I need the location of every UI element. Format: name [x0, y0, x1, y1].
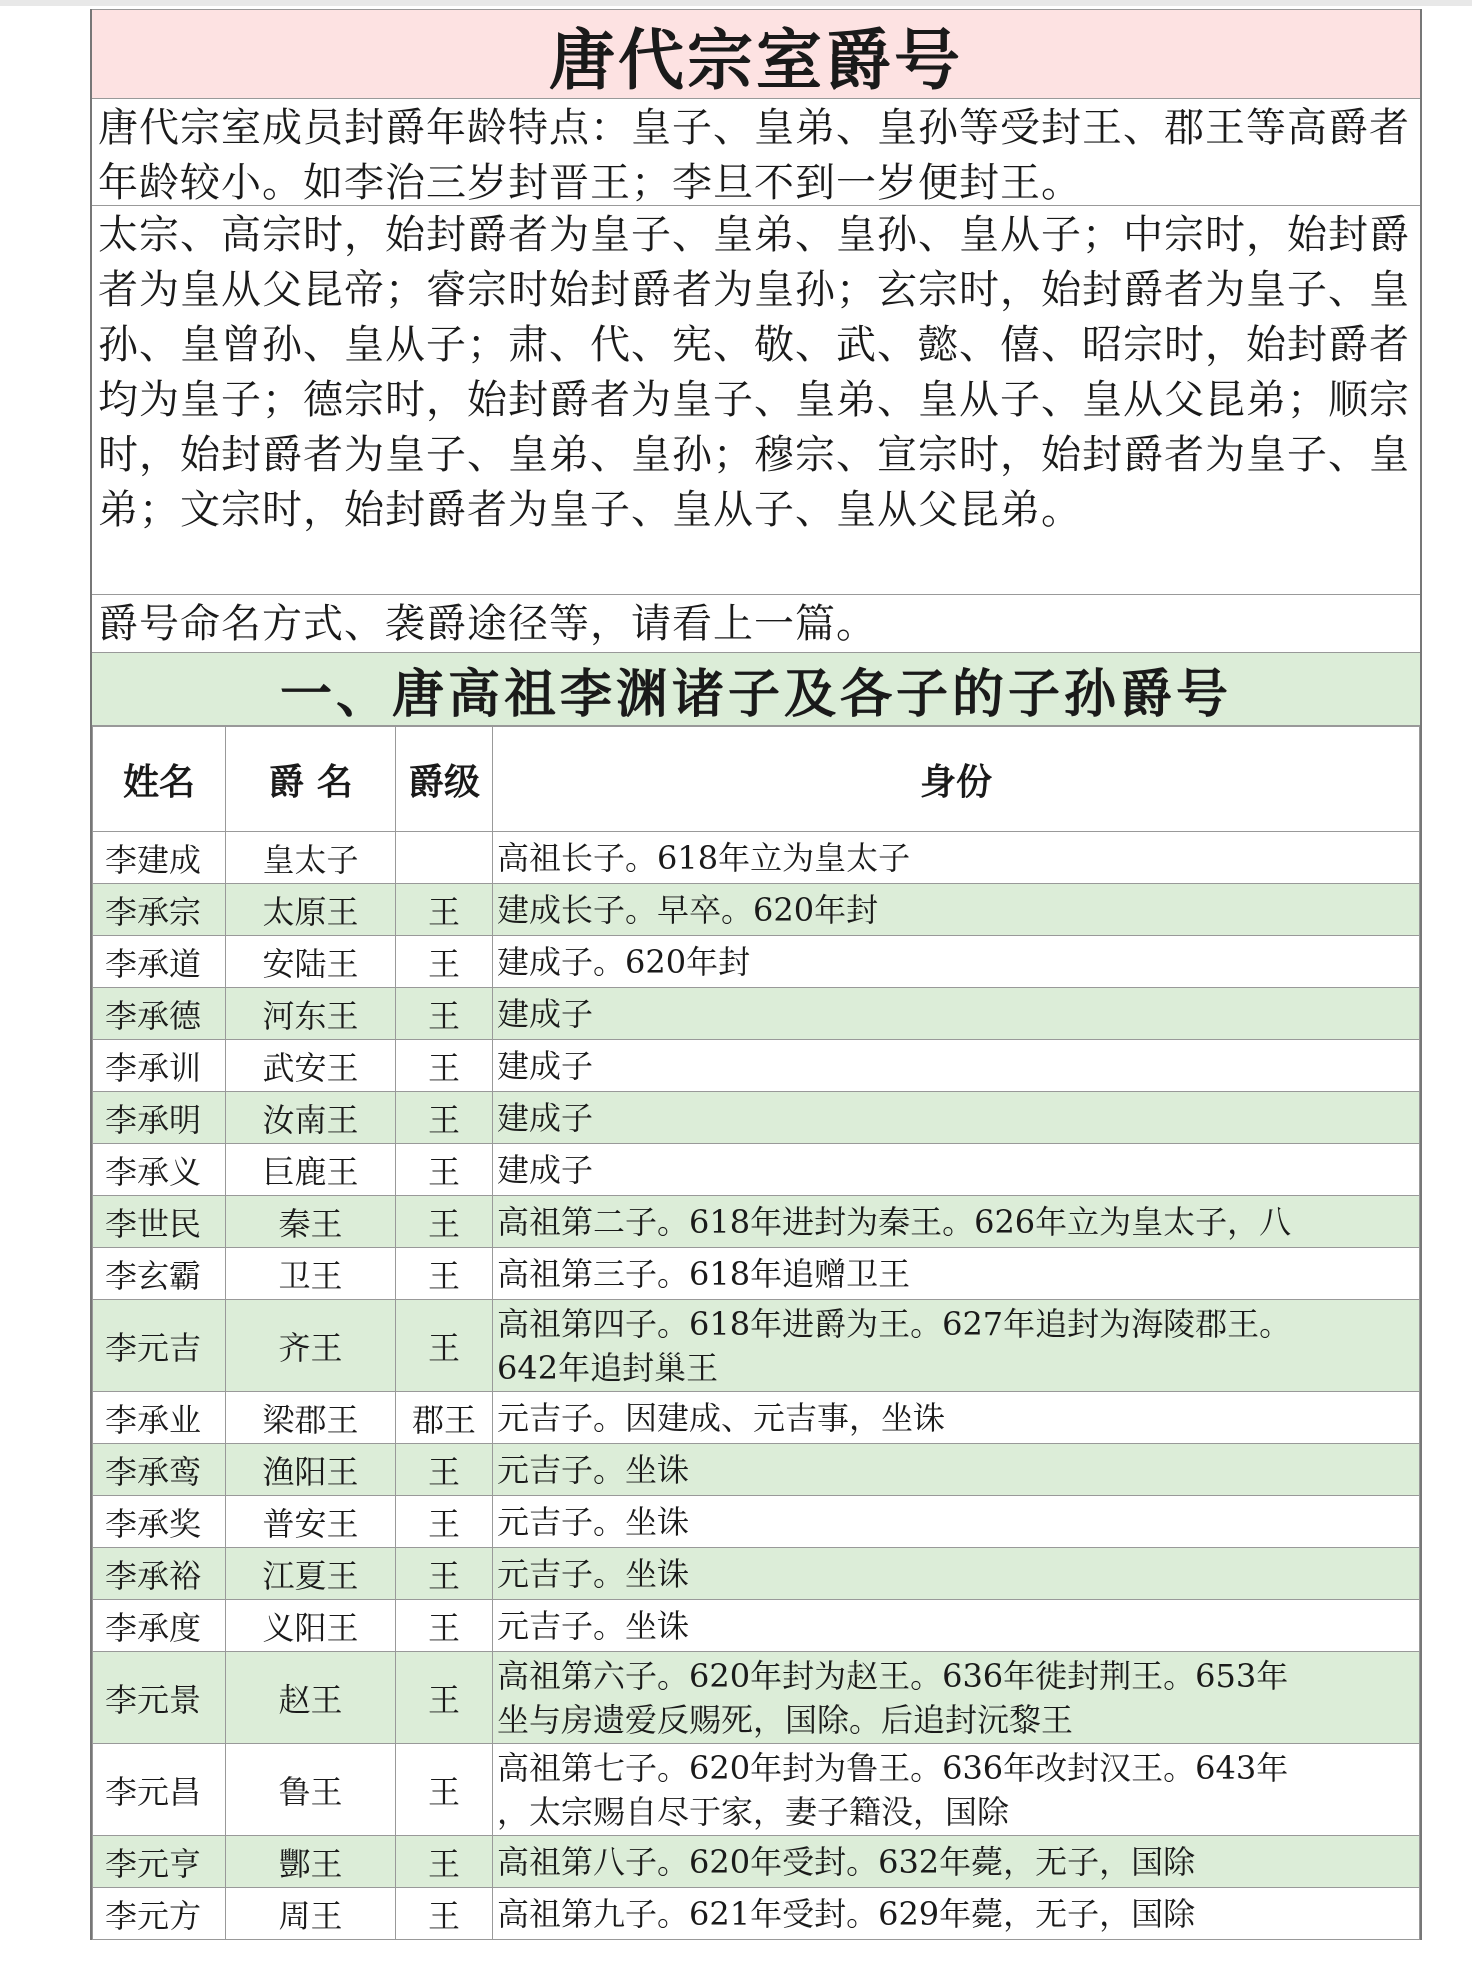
cell-title: 河东王: [226, 988, 396, 1040]
intro-paragraph-2: 太宗、高宗时，始封爵者为皇子、皇弟、皇孙、皇从子；中宗时，始封爵者为皇从父昆帝；睿宗时始封爵者为皇孙；玄宗时，始封爵者为皇子、皇孙、皇曾孙、皇从子；肃、代、宪、敬、武、懿、僖、昭宗时，始封爵者均为皇子；德宗时，始封爵者为皇子、皇弟、皇从子、皇从父昆弟；顺宗时，始封爵者为皇子、皇弟、皇孙；穆宗、宣宗时，始封爵者为皇子、皇弟；文宗时，始封爵者为皇子、皇从子、皇从父昆弟。: [92, 206, 1420, 595]
table-row: [93, 1744, 1420, 1836]
cell-title: 齐王: [226, 1300, 396, 1392]
section-title: 一、唐高祖李渊诸子及各子的子孙爵号: [92, 653, 1420, 726]
table-row: [93, 1888, 1420, 1940]
cell-identity: [493, 1196, 1420, 1248]
cell-identity: [493, 936, 1420, 988]
cell-name: 李玄霸: [93, 1248, 226, 1300]
cell-name: 李元景: [93, 1652, 226, 1744]
cell-rank: 王: [396, 1600, 493, 1652]
cell-identity-line: 建成子: [497, 994, 594, 1033]
table-row: [93, 1496, 1420, 1548]
cell-identity-line: 元吉子。因建成、元吉事，坐诛: [497, 1398, 946, 1437]
cell-title: 赵王: [226, 1652, 396, 1744]
cell-title: 秦王: [226, 1196, 396, 1248]
cell-name: 李承裕: [93, 1548, 226, 1600]
cell-title: 江夏王: [226, 1548, 396, 1600]
cell-title: 渔阳王: [226, 1444, 396, 1496]
table-row: [93, 1040, 1420, 1092]
header-title: 爵 名: [226, 727, 396, 832]
cell-name: 李承义: [93, 1144, 226, 1196]
cell-identity: [493, 1888, 1420, 1940]
cell-rank: 王: [396, 1496, 493, 1548]
cell-name: 李元亨: [93, 1836, 226, 1888]
cell-identity: [493, 1092, 1420, 1144]
cell-identity-line: 642年追封巢王: [497, 1348, 719, 1387]
cell-title: 汝南王: [226, 1092, 396, 1144]
cell-identity-line: 建成子: [497, 1046, 594, 1085]
cell-name: 李承奖: [93, 1496, 226, 1548]
table-row: [93, 1444, 1420, 1496]
cell-rank: 郡王: [396, 1392, 493, 1444]
cell-identity: [493, 1444, 1420, 1496]
cell-rank: 王: [396, 1300, 493, 1392]
cell-rank: 王: [396, 1444, 493, 1496]
header-name: 姓名: [93, 727, 226, 832]
table-row: [93, 1092, 1420, 1144]
table-row: [93, 884, 1420, 936]
spreadsheet: [90, 9, 1422, 1940]
table-header-row: [93, 727, 1420, 832]
table-row: [93, 1548, 1420, 1600]
cell-identity-line: 元吉子。坐诛: [497, 1554, 690, 1593]
cell-identity-line: 建成长子。早卒。620年封: [497, 890, 879, 929]
cell-identity-line: 建成子: [497, 1150, 594, 1189]
cell-title: 鲁王: [226, 1744, 396, 1836]
cell-rank: 王: [396, 1092, 493, 1144]
cell-identity: [493, 1144, 1420, 1196]
cell-title: 梁郡王: [226, 1392, 396, 1444]
cell-title: 安陆王: [226, 936, 396, 988]
cell-name: 李承宗: [93, 884, 226, 936]
cell-name: 李承业: [93, 1392, 226, 1444]
cell-rank: 王: [396, 1744, 493, 1836]
cell-identity-line: 建成子。620年封: [497, 942, 751, 981]
cell-identity: [493, 1248, 1420, 1300]
cell-identity-line: 高祖第四子。618年进爵为王。627年追封为海陵郡王。: [497, 1304, 1292, 1343]
header-rank: 爵级: [396, 727, 493, 832]
cell-rank: 王: [396, 936, 493, 988]
cell-rank: 王: [396, 1836, 493, 1888]
cell-identity: [493, 1392, 1420, 1444]
cell-identity-line: 高祖第七子。620年封为鲁王。636年改封汉王。643年: [497, 1748, 1289, 1787]
cell-identity-line: 元吉子。坐诛: [497, 1502, 690, 1541]
cell-name: 李元吉: [93, 1300, 226, 1392]
cell-title: 皇太子: [226, 832, 396, 884]
cell-rank: 王: [396, 1040, 493, 1092]
cell-identity-line: 高祖第二子。618年进封为秦王。626年立为皇太子，八: [497, 1202, 1292, 1241]
cell-title: 巨鹿王: [226, 1144, 396, 1196]
cell-identity-line: 高祖第九子。621年受封。629年薨，无子，国除: [497, 1894, 1196, 1933]
cell-rank: 王: [396, 1248, 493, 1300]
cell-identity: [493, 1744, 1420, 1836]
table-row: [93, 1652, 1420, 1744]
top-border: [0, 0, 1472, 6]
cell-identity: [493, 1496, 1420, 1548]
cell-title: 普安王: [226, 1496, 396, 1548]
cell-identity: [493, 1548, 1420, 1600]
cell-identity: [493, 1300, 1420, 1392]
cell-title: 太原王: [226, 884, 396, 936]
cell-title: 周王: [226, 1888, 396, 1940]
cell-identity: [493, 988, 1420, 1040]
cell-identity-line: 高祖长子。618年立为皇太子: [497, 838, 911, 877]
cell-name: 李元方: [93, 1888, 226, 1940]
cell-identity-line: 元吉子。坐诛: [497, 1606, 690, 1645]
cell-rank: 王: [396, 1548, 493, 1600]
cell-rank: 王: [396, 1144, 493, 1196]
cell-name: 李承德: [93, 988, 226, 1040]
cell-rank: 王: [396, 1196, 493, 1248]
table-row: [93, 832, 1420, 884]
cell-title: 武安王: [226, 1040, 396, 1092]
cell-identity-line: 高祖第六子。620年封为赵王。636年徙封荆王。653年: [497, 1656, 1289, 1695]
cell-identity-line: 建成子: [497, 1098, 594, 1137]
intro-paragraph-3: 爵号命名方式、袭爵途径等，请看上一篇。: [92, 595, 1420, 653]
table-row: [93, 1248, 1420, 1300]
table-row: [93, 1600, 1420, 1652]
cell-name: 李承鸾: [93, 1444, 226, 1496]
table-row: [93, 1836, 1420, 1888]
cell-name: 李承度: [93, 1600, 226, 1652]
cell-identity: [493, 1836, 1420, 1888]
cell-name: 李世民: [93, 1196, 226, 1248]
cell-identity: [493, 884, 1420, 936]
cell-rank: 王: [396, 884, 493, 936]
cell-title: 卫王: [226, 1248, 396, 1300]
cell-identity-line: 坐与房遗爱反赐死，国除。后追封沅黎王: [497, 1700, 1074, 1739]
cell-identity: [493, 1652, 1420, 1744]
header-identity: 身份: [493, 727, 1420, 832]
cell-identity-line: ，太宗赐自尽于家，妻子籍没，国除: [497, 1792, 1010, 1831]
cell-name: 李承道: [93, 936, 226, 988]
table-row: [93, 988, 1420, 1040]
cell-rank: 王: [396, 1652, 493, 1744]
table-row: [93, 1144, 1420, 1196]
cell-identity-line: 高祖第三子。618年追赠卫王: [497, 1254, 911, 1293]
page-title: 唐代宗室爵号: [92, 9, 1420, 99]
cell-name: 李元昌: [93, 1744, 226, 1836]
cell-identity: [493, 832, 1420, 884]
cell-title: 义阳王: [226, 1600, 396, 1652]
table-body: [93, 832, 1420, 1940]
table-row: [93, 936, 1420, 988]
title-table: [92, 726, 1420, 1940]
cell-rank: 王: [396, 1888, 493, 1940]
cell-name: 李承训: [93, 1040, 226, 1092]
cell-identity-line: 元吉子。坐诛: [497, 1450, 690, 1489]
cell-rank: 王: [396, 988, 493, 1040]
table-row: [93, 1196, 1420, 1248]
table-row: [93, 1300, 1420, 1392]
table-row: [93, 1392, 1420, 1444]
cell-identity-line: 高祖第八子。620年受封。632年薨，无子，国除: [497, 1842, 1196, 1881]
cell-identity: [493, 1040, 1420, 1092]
cell-title: 酆王: [226, 1836, 396, 1888]
intro-paragraph-1: 唐代宗室成员封爵年龄特点：皇子、皇弟、皇孙等受封王、郡王等高爵者年龄较小。如李治三岁封晋王；李旦不到一岁便封王。: [92, 99, 1420, 206]
cell-name: 李建成: [93, 832, 226, 884]
cell-rank: [396, 832, 493, 884]
cell-identity: [493, 1600, 1420, 1652]
cell-name: 李承明: [93, 1092, 226, 1144]
